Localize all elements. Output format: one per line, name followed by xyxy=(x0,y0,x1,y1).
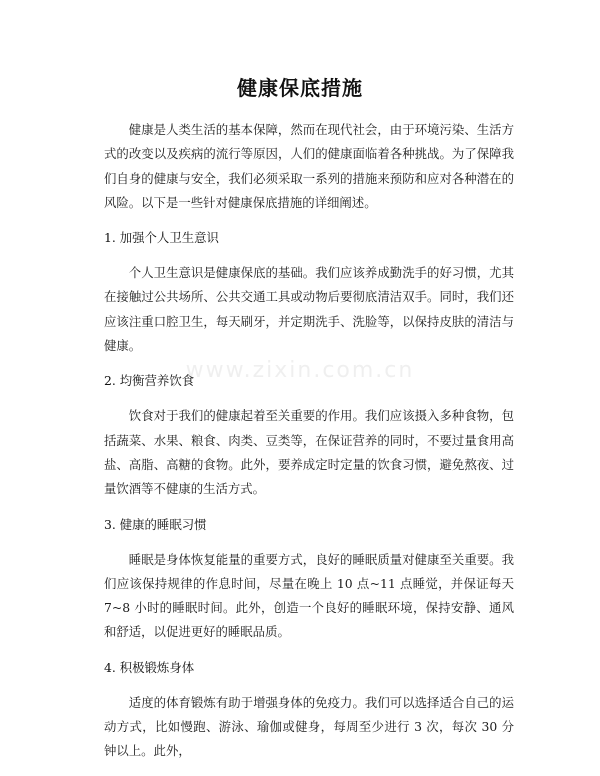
section-paragraph-3: 睡眠是身体恢复能量的重要方式，良好的睡眠质量对健康至关重要。我们应该保持规律的作息时间，尽量在晚上 10 点~11 点睡觉，并保证每天 7~8 小时的睡眠时间。此外，创造一个良好的睡眠环境，保持安静、通风和舒适，以促进更好的睡眠品质。 xyxy=(104,551,514,640)
intro-paragraph: 健康是人类生活的基本保障，然而在现代社会，由于环境污染、生活方式的改变以及疾病的流行等原因，人们的健康面临着各种挑战。为了保障我们自身的健康与安全，我们必须采取一系列的措施来预防和应对各种潜在的风险。以下是一些针对健康保底措施的详细阐述。 xyxy=(104,122,514,210)
section-heading-1: 1. 加强个人卫生意识 xyxy=(104,230,219,246)
watermark: www.zixin.com.cn xyxy=(185,358,415,383)
section-heading-4: 4. 积极锻炼身体 xyxy=(104,659,195,675)
section-paragraph-1: 个人卫生意识是健康保底的基础。我们应该养成勤洗手的好习惯，尤其在接触过公共场所、公共交通工具或动物后要彻底清洁双手。同时，我们还应该注重口腔卫生，每天刷牙，并定期洗手、洗脸等，以保持皮肤的清洁与健康。 xyxy=(104,265,514,354)
section-paragraph-4: 适度的体育锻炼有助于增强身体的免疫力。我们可以选择适合自己的运动方式，比如慢跑、游泳、瑜伽或健身，每周至少进行 3 次，每次 30 分钟以上。此外， xyxy=(104,694,514,759)
document-body xyxy=(104,118,514,764)
section-heading-2: 2. 均衡营养饮食 xyxy=(104,373,195,389)
section-paragraph-2: 饮食对于我们的健康起着至关重要的作用。我们应该摄入多种食物，包括蔬菜、水果、粮食、肉类、豆类等，在保证营养的同时，不要过量食用高盐、高脂、高糖的食物。此外，要养成定时定量的饮食习惯，避免熬夜、过量饮酒等不健康的生活方式。 xyxy=(104,408,514,497)
page-title: 健康保底措施 xyxy=(237,76,363,100)
section-heading-3: 3. 健康的睡眠习惯 xyxy=(104,516,207,532)
